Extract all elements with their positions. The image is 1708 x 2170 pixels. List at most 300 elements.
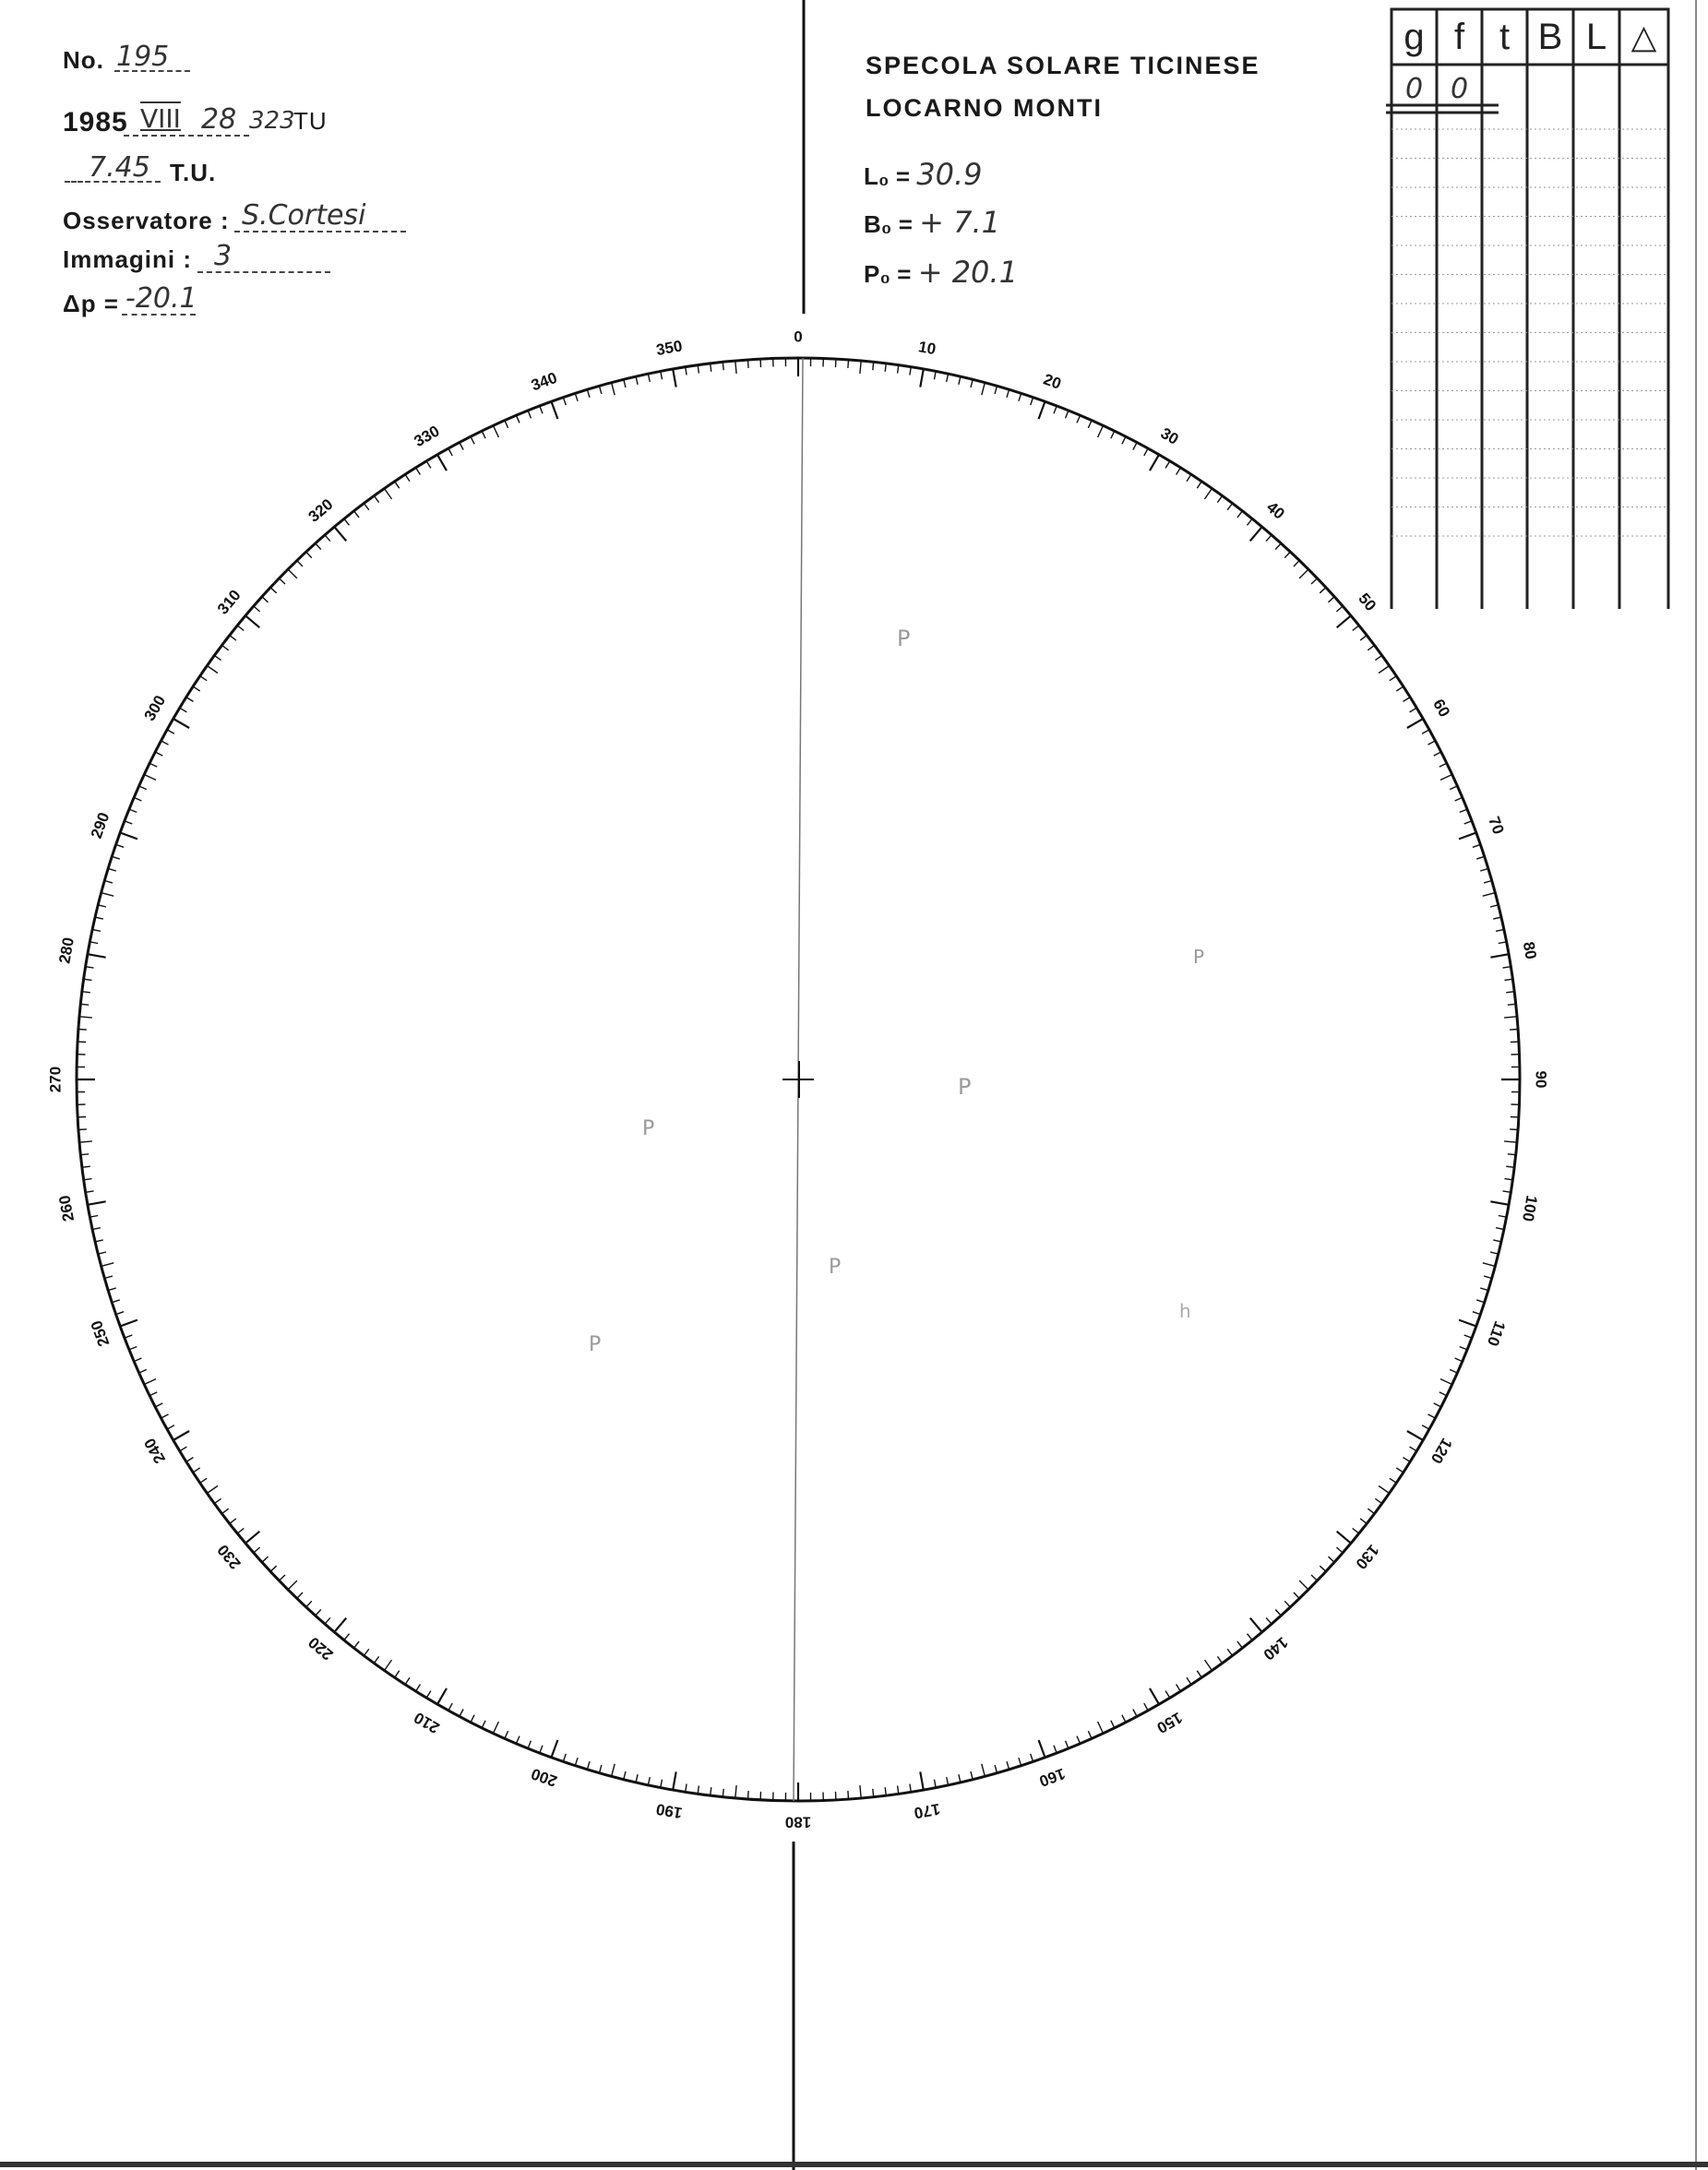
limb-tick	[173, 1431, 189, 1440]
limb-tick	[848, 360, 849, 368]
limb-tick	[1473, 1312, 1481, 1315]
limb-tick	[1483, 893, 1496, 897]
limb-angle-label: 260	[55, 1194, 78, 1223]
limb-angle-label: 280	[55, 936, 78, 965]
limb-tick	[1496, 1228, 1504, 1230]
limb-tick	[1250, 527, 1262, 541]
limb-tick	[1490, 1252, 1499, 1254]
limb-tick	[155, 752, 162, 756]
limb-tick	[364, 504, 368, 510]
limb-tick	[200, 1478, 208, 1483]
b0-label: B₀ =	[864, 210, 913, 238]
limb-tick	[1111, 431, 1115, 438]
limb-tick	[552, 1740, 558, 1758]
limb-tick	[1176, 1685, 1181, 1692]
limb-angle-label: 340	[529, 368, 560, 395]
limb-tick	[95, 917, 103, 919]
limb-tick	[167, 1425, 174, 1429]
limb-tick	[334, 1618, 346, 1632]
limb-tick	[935, 1780, 937, 1788]
limb-angle-label: 10	[916, 338, 938, 359]
limb-tick	[1499, 1216, 1507, 1218]
limb-tick	[448, 1703, 452, 1711]
limb-angle-label: 100	[1518, 1194, 1541, 1223]
observer-value: S.Cortesi	[242, 199, 366, 232]
limb-tick	[1410, 708, 1417, 712]
limb-tick	[1434, 752, 1441, 756]
limb-tick	[306, 1601, 312, 1607]
limb-tick	[1266, 535, 1272, 542]
limb-tick	[1144, 1703, 1148, 1711]
limb-tick	[1329, 597, 1335, 602]
limb-angle-label: 70	[1485, 814, 1508, 837]
limb-angle-label: 80	[1519, 940, 1540, 961]
limb-tick	[1320, 588, 1326, 593]
limb-tick	[254, 1547, 260, 1553]
limb-tick	[129, 1347, 137, 1350]
limb-tick	[161, 741, 169, 745]
limb-tick	[1483, 1263, 1496, 1267]
limb-tick	[437, 1688, 447, 1704]
p0-value: + 20.1	[917, 255, 1018, 290]
limb-tick	[364, 1649, 368, 1655]
limb-tick	[144, 1379, 156, 1385]
pencil-mark: P	[958, 1074, 972, 1100]
images-label: Immagini :	[63, 245, 193, 273]
limb-tick	[80, 1154, 89, 1155]
limb-tick	[873, 362, 874, 370]
limb-angle-label: 160	[1036, 1764, 1068, 1791]
limb-tick	[88, 1201, 106, 1205]
limb-tick	[280, 1575, 286, 1580]
limb-tick	[1360, 1519, 1367, 1524]
limb-tick	[95, 1240, 103, 1242]
limb-tick	[297, 1592, 303, 1599]
limb-tick	[920, 1771, 924, 1790]
limb-tick	[1098, 425, 1104, 437]
limb-tick	[180, 1447, 187, 1451]
limb-tick	[1320, 1566, 1326, 1571]
limb-tick	[1375, 1498, 1381, 1503]
limb-tick	[92, 929, 101, 931]
limb-tick	[254, 606, 260, 612]
p0-label: P₀ =	[864, 260, 912, 288]
limb-tick	[860, 361, 861, 374]
limb-angle-label: 290	[87, 810, 113, 841]
limb-tick	[288, 569, 297, 578]
limb-tick	[575, 1758, 578, 1766]
b0-value: + 7.1	[919, 205, 1001, 240]
limb-tick	[1019, 1758, 1021, 1766]
limb-tick	[848, 1791, 849, 1799]
limb-tick	[416, 1685, 421, 1692]
limb-tick	[90, 1216, 98, 1218]
limb-tick	[90, 942, 98, 944]
limb-angle-label: 270	[46, 1066, 65, 1093]
limb-tick	[1464, 821, 1472, 824]
limb-tick	[648, 1777, 650, 1785]
limb-angle-label: 230	[213, 1541, 245, 1573]
limb-tick	[482, 431, 485, 438]
limb-tick	[1455, 797, 1463, 801]
limb-tick	[139, 786, 147, 790]
limb-tick	[92, 1228, 101, 1230]
limb-tick	[947, 1777, 949, 1785]
limb-tick	[563, 1754, 566, 1762]
limb-tick	[1275, 1610, 1281, 1616]
table-header-delta: △	[1630, 18, 1657, 55]
limb-tick	[1493, 1240, 1501, 1242]
limb-tick	[612, 383, 615, 396]
limb-tick	[1077, 415, 1081, 423]
limb-tick	[104, 881, 113, 883]
limb-tick	[116, 1312, 125, 1315]
limb-tick	[1390, 676, 1397, 681]
limb-tick	[528, 411, 531, 418]
limb-tick	[108, 1288, 116, 1291]
limb-tick	[334, 527, 346, 541]
limb-tick	[270, 588, 277, 593]
limb-tick	[1066, 411, 1069, 418]
limb-tick	[98, 1252, 106, 1254]
limb-tick	[78, 1030, 87, 1031]
limb-tick	[1266, 1617, 1272, 1624]
limb-tick	[112, 856, 120, 859]
limb-tick	[661, 1780, 663, 1788]
limb-tick	[374, 495, 378, 502]
limb-angle-label: 130	[1352, 1541, 1383, 1573]
limb-tick	[385, 488, 392, 499]
delta-p-value: -20.1	[125, 282, 197, 315]
limb-tick	[1484, 881, 1492, 883]
table-dotted-rows	[1391, 129, 1668, 536]
limb-tick	[482, 1721, 485, 1728]
limb-tick	[587, 1761, 590, 1770]
date-day: 28	[201, 103, 237, 136]
limb-tick	[587, 389, 590, 398]
limb-tick	[437, 455, 447, 471]
limb-tick	[673, 1771, 676, 1790]
limb-tick	[1098, 1722, 1104, 1734]
limb-tick	[1019, 393, 1021, 401]
limb-tick	[1375, 655, 1381, 660]
limb-tick	[1299, 569, 1308, 578]
limb-tick	[1455, 1358, 1463, 1362]
limb-tick	[1031, 1754, 1033, 1762]
limb-tick	[1496, 929, 1504, 931]
number-label: No.	[63, 46, 104, 74]
limb-tick	[636, 376, 638, 385]
limb-tick	[1054, 1746, 1057, 1753]
images-value: 3	[214, 240, 233, 272]
limb-tick	[1379, 666, 1390, 674]
limb-tick	[222, 1508, 229, 1513]
limb-tick	[344, 1634, 350, 1640]
limb-tick	[1422, 730, 1429, 733]
limb-tick	[395, 482, 400, 489]
l0-label: L₀ =	[864, 162, 911, 190]
limb-tick	[624, 1771, 626, 1780]
limb-tick	[995, 1765, 997, 1773]
data-table-grid	[1386, 9, 1668, 609]
limb-tick	[78, 1129, 87, 1130]
table-header-b: B	[1537, 17, 1563, 57]
limb-tick	[735, 361, 736, 374]
limb-tick	[1007, 1761, 1009, 1770]
limb-tick	[1187, 474, 1191, 482]
limb-tick	[108, 868, 116, 871]
limb-tick	[306, 552, 312, 558]
limb-tick	[1165, 1691, 1170, 1699]
limb-angle-label: 330	[411, 422, 443, 451]
limb-tick	[971, 379, 973, 388]
limb-tick	[125, 821, 132, 824]
limb-tick	[1459, 1320, 1476, 1327]
limb-tick	[1311, 1575, 1318, 1580]
limb-tick	[1111, 1721, 1115, 1728]
limb-tick	[262, 597, 269, 602]
limb-tick	[79, 1141, 92, 1142]
limb-tick	[1410, 1447, 1417, 1451]
limb-tick	[1368, 645, 1374, 650]
limb-angle-label: 300	[140, 692, 170, 724]
limb-tick	[1508, 1004, 1516, 1005]
limb-tick	[1490, 1201, 1509, 1205]
limb-tick	[748, 1791, 749, 1799]
delta-p-label: Δp =	[63, 290, 119, 317]
table-header-f: f	[1453, 17, 1465, 57]
limb-tick	[1353, 1529, 1359, 1534]
limb-tick	[920, 369, 924, 388]
limb-tick	[1390, 1478, 1397, 1483]
limb-tick	[270, 1566, 277, 1571]
limb-tick	[1007, 389, 1009, 398]
limb-tick	[494, 1722, 499, 1734]
limb-tick	[1353, 626, 1359, 631]
limb-angle-label: 200	[529, 1764, 560, 1791]
limb-tick	[1197, 1671, 1201, 1678]
pencil-mark: P	[897, 626, 911, 651]
limb-tick	[193, 686, 200, 691]
limb-tick	[1054, 406, 1057, 413]
table-header-g: g	[1403, 17, 1425, 57]
pencil-mark: P	[589, 1333, 602, 1356]
limb-tick	[1484, 1276, 1492, 1278]
limb-tick	[971, 1771, 973, 1780]
limb-tick	[245, 1532, 259, 1544]
table-cell-g: 0	[1404, 73, 1424, 105]
limb-tick	[648, 374, 650, 382]
limb-tick	[471, 1715, 474, 1723]
limb-tick	[1122, 436, 1126, 444]
limb-tick	[112, 1300, 120, 1303]
limb-tick	[416, 468, 421, 475]
limb-tick	[505, 421, 508, 428]
limb-tick	[1031, 398, 1033, 406]
limb-tick	[1337, 615, 1351, 627]
limb-tick	[237, 626, 244, 631]
limb-tick	[1396, 686, 1403, 691]
limb-tick	[1122, 1715, 1126, 1723]
limb-tick	[661, 371, 663, 379]
limb-tick	[104, 1276, 113, 1278]
limb-tick	[1227, 1649, 1232, 1655]
limb-tick	[134, 797, 141, 801]
limb-tick	[426, 461, 431, 469]
limb-tick	[1284, 552, 1290, 558]
limb-tick	[214, 1498, 221, 1503]
limb-tick	[325, 535, 330, 542]
limb-angle-label: 90	[1532, 1070, 1550, 1089]
limb-tick	[516, 415, 520, 423]
limb-tick	[385, 1660, 392, 1671]
limb-tick	[297, 561, 303, 567]
limb-tick	[1476, 856, 1485, 859]
limb-tick	[600, 1765, 602, 1773]
limb-tick	[1088, 1731, 1092, 1738]
limb-tick	[935, 371, 937, 379]
limb-tick	[1133, 443, 1137, 450]
limb-tick	[1473, 844, 1481, 847]
limb-tick	[1480, 1288, 1488, 1291]
limb-tick	[552, 401, 558, 419]
limb-tick	[516, 1736, 520, 1744]
limb-tick	[1077, 1736, 1081, 1744]
pencil-mark: P	[642, 1117, 655, 1140]
pencil-mark: P	[1193, 946, 1205, 968]
limb-tick	[1144, 448, 1148, 456]
limb-tick	[214, 655, 221, 660]
limb-tick	[1284, 1601, 1290, 1607]
limb-tick	[673, 369, 676, 388]
limb-tick	[1248, 1634, 1253, 1640]
limb-tick	[325, 1617, 330, 1624]
limb-angle-label: 20	[1041, 370, 1064, 393]
limb-tick	[1133, 1710, 1137, 1717]
limb-tick	[344, 519, 350, 525]
limb-tick	[1508, 1154, 1516, 1155]
limb-tick	[245, 615, 259, 627]
limb-tick	[448, 448, 452, 456]
limb-tick	[600, 386, 602, 394]
limb-tick	[1407, 719, 1423, 728]
limb-tick	[1066, 1741, 1069, 1748]
limb-tick	[354, 1641, 360, 1648]
limb-angle-label: 320	[305, 495, 337, 526]
limb-tick	[735, 1785, 736, 1798]
table-cell-f: 0	[1450, 73, 1469, 105]
limb-tick	[280, 578, 286, 584]
limb-tick	[1039, 401, 1045, 419]
observatory-location: LOCARNO MONTI	[866, 94, 1103, 122]
limb-tick	[494, 425, 499, 437]
limb-tick	[79, 1017, 92, 1018]
observer-label: Osservatore :	[63, 207, 230, 234]
date-suffix: TU	[293, 107, 328, 135]
limb-tick	[460, 1710, 463, 1717]
limb-tick	[1403, 698, 1411, 702]
limb-tick	[354, 511, 360, 518]
limb-tick	[1439, 1392, 1447, 1396]
limb-tick	[1176, 468, 1181, 475]
limb-tick	[1510, 1129, 1518, 1130]
limb-tick	[161, 1414, 169, 1418]
limb-tick	[460, 443, 463, 450]
limb-tick	[98, 905, 106, 907]
pencil-mark: h	[1179, 1300, 1191, 1322]
limb-tick	[575, 393, 578, 401]
limb-tick	[1499, 942, 1507, 944]
limb-tick	[180, 708, 187, 712]
limb-tick	[1336, 606, 1343, 612]
date-fraction: 323	[249, 107, 295, 135]
limb-tick	[426, 1691, 431, 1699]
limb-angle-label: 120	[1427, 1435, 1456, 1467]
limb-tick	[1237, 511, 1243, 518]
limb-tick	[167, 730, 174, 733]
limb-tick	[186, 698, 194, 702]
limb-tick	[636, 1774, 638, 1782]
time-value: 7.45	[89, 151, 150, 184]
table-header-t: t	[1499, 17, 1511, 57]
limb-angle-label: 180	[784, 1813, 812, 1831]
limb-tick	[1490, 954, 1509, 958]
limb-tick	[193, 1468, 200, 1472]
observatory-name: SPECOLA SOLARE TICINESE	[866, 52, 1260, 79]
limb-tick	[540, 1746, 543, 1753]
limb-tick	[1217, 495, 1222, 502]
limb-tick	[1227, 504, 1232, 510]
limb-tick	[860, 1785, 861, 1798]
table-header-box	[1391, 9, 1668, 65]
limb-tick	[173, 719, 189, 728]
limb-tick	[1476, 1300, 1485, 1303]
limb-tick	[207, 1486, 218, 1494]
limb-tick	[1337, 1532, 1351, 1544]
limb-tick	[471, 436, 474, 444]
limb-tick	[995, 386, 997, 394]
limb-angle-label: 250	[87, 1318, 113, 1349]
limb-tick	[120, 833, 137, 840]
limb-angle-label: 170	[913, 1799, 942, 1822]
limb-tick	[1407, 1431, 1423, 1440]
limb-tick	[125, 1335, 132, 1338]
limb-tick	[1459, 833, 1476, 840]
limb-tick	[982, 383, 985, 396]
limb-angle-label: 150	[1153, 1708, 1186, 1737]
limb-tick	[129, 809, 137, 812]
limb-tick	[316, 1610, 321, 1616]
limb-angle-label: 190	[654, 1799, 684, 1822]
l0-value: 30.9	[916, 157, 983, 192]
limb-tick	[1440, 1379, 1452, 1385]
limb-tick	[959, 1774, 961, 1782]
limb-tick	[1088, 421, 1092, 428]
limb-tick	[1187, 1677, 1191, 1685]
limb-tick	[1250, 1618, 1262, 1632]
limb-tick	[1504, 1141, 1517, 1142]
limb-tick	[288, 1580, 297, 1590]
limb-tick	[1150, 1688, 1159, 1704]
limb-tick	[102, 893, 114, 897]
limb-tick	[149, 1392, 157, 1396]
limb-tick	[102, 1263, 114, 1267]
limb-tick	[405, 474, 410, 482]
limb-tick	[1480, 868, 1488, 871]
limb-angle-label: 140	[1260, 1633, 1292, 1664]
limb-tick	[1336, 1547, 1343, 1553]
limb-tick	[624, 379, 626, 388]
